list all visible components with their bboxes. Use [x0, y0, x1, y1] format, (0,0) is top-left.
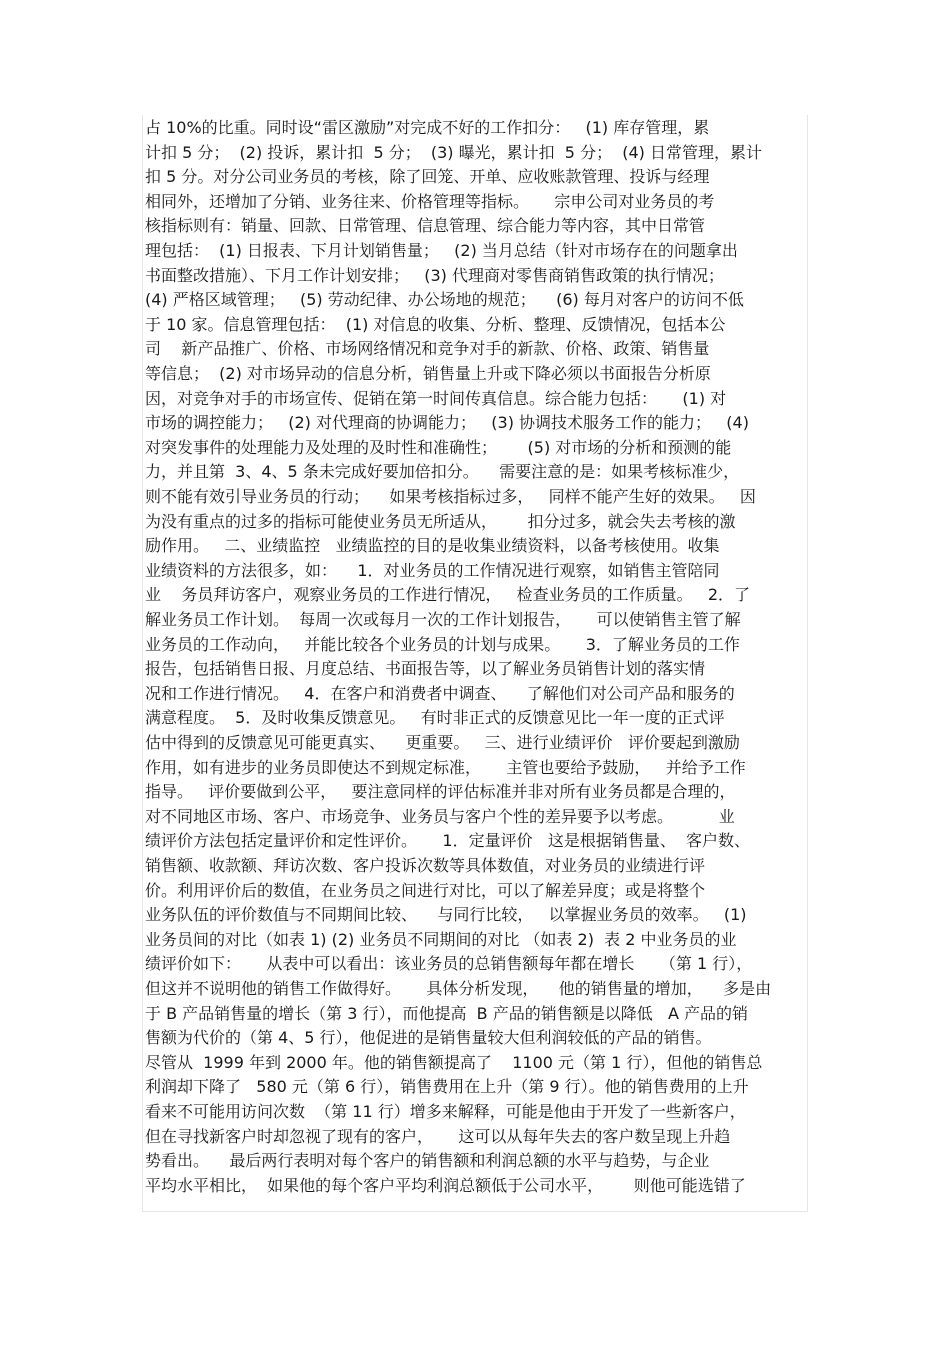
text-line: 但这并不说明他的销售工作做得好。 具体分析发现， 他的销售量的增加， 多是由 — [145, 979, 772, 998]
text-line: 司 新产品推广、价格、市场网络情况和竞争对手的新款、价格、政策、销售量 — [145, 339, 710, 359]
text-line: 对突发事件的处理能力及处理的及时性和准确性； (5) 对市场的分析和预测的能 — [145, 437, 732, 457]
text-line: 占 10%的比重。同时设“雷区激励”对完成不好的工作扣分： (1) 库存管理，累 — [145, 118, 710, 137]
text-line: 势看出。 最后两行表明对每个客户的销售额和利润总额的水平与趋势，与企业 — [145, 1151, 710, 1171]
text-line: 理包括： (1) 日报表、下月计划销售量； (2) 当月总结（针对市场存在的问题拿出 — [145, 241, 738, 260]
text-line: 估中得到的反馈意见可能更真实、 更重要。 三、进行业绩评价 评价要起到激励 — [145, 733, 740, 752]
text-line: 解业务员工作计划。 每周一次或每月一次的工作计划报告， 可以使销售主管了解 — [145, 610, 741, 629]
text-line: 况和工作进行情况。 4．在客户和消费者中调查、 了解他们对公司产品和服务的 — [145, 683, 735, 703]
text-line: 平均水平相比， 如果他的每个客户平均利润总额低于公司水平， 则他可能选错了 — [145, 1175, 746, 1195]
text-line: (4) 严格区域管理； (5) 劳动纪律、办公场地的规范； (6) 每月对客户的访问不低 — [145, 290, 744, 310]
text-line: 于 10 家。信息管理包括： (1) 对信息的收集、分析、整理、反馈情况，包括本公 — [145, 314, 726, 334]
text-line: 利润却下降了 580 元（第 6 行），销售费用在上升（第 9 行）。他的销售费用的上升 — [145, 1077, 749, 1097]
text-line: 作用，如有进步的业务员即使达不到规定标准， 主管也要给予鼓励， 并给予工作 — [145, 757, 746, 777]
text-line: 价。利用评价后的数值，在业务员之间进行对比，可以了解差异度；或是将整个 — [145, 880, 706, 900]
text-line: 尽管从 1999 年到 2000 年。他的销售额提高了 1100 元（第 1 行），但他的销售总 — [145, 1052, 763, 1072]
text-line: 指导。 评价要做到公平， 要注意同样的评估标准并非对所有业务员都是合理的， — [145, 782, 736, 802]
text-line: 励作用。 二、业绩监控 业绩监控的目的是收集业绩资料，以备考核使用。收集 — [145, 536, 720, 556]
text-line: 则不能有效引导业务员的行动； 如果考核指标过多， 同样不能产生好的效果。 因 — [145, 487, 756, 506]
text-line: 计扣 5 分； (2) 投诉，累计扣 5 分； (3) 曝光，累计扣 5 分； (4) 日常管理，累计 — [145, 142, 762, 162]
text-line: 市场的调控能力； (2) 对代理商的协调能力； (3) 协调技术服务工作的能力； (4) — [145, 413, 749, 433]
text-line: 满意程度。 5．及时收集反馈意见。 有时非正式的反馈意见比一年一度的正式评 — [145, 708, 725, 728]
body-text-block — [142, 115, 808, 1212]
text-line: 报告，包括销售日报、月度总结、书面报告等，以了解业务员销售计划的落实情 — [145, 659, 706, 679]
text-line: 相同外，还增加了分销、业务往来、价格管理等指标。 宗申公司对业务员的考 — [145, 191, 715, 211]
text-line: 力，并且第 3、4、5 条未完成好要加倍扣分。 需要注意的是：如果考核标准少， — [145, 462, 740, 482]
text-line: 于 B 产品销售量的增长（第 3 行），而他提高 B 产品的销售额是以降低 A 产品的销 — [145, 1003, 749, 1023]
text-line: 绩评价方法包括定量评价和定性评价。 1．定量评价 这是根据销售量、 客户数、 — [145, 831, 751, 851]
text-line: 扣 5 分。对分公司业务员的考核，除了回笼、开单、应收账款管理、投诉与经理 — [145, 167, 710, 187]
text-line: 看来不可能用访问次数 （第 11 行）增多来解释，可能是他由于开发了一些新客户， — [145, 1102, 746, 1121]
text-line: 为没有重点的过多的指标可能使业务员无所适从， 扣分过多，就会失去考核的激 — [145, 511, 736, 531]
text-line: 核指标则有：销量、回款、日常管理、信息管理、综合能力等内容，其中日常管 — [145, 216, 706, 236]
text-line: 业务员间的对比（如表 1) (2) 业务员不同期间的对比 （如表 2) 表 2 中业务员的业 — [145, 929, 737, 949]
text-line: 售额为代价的（第 4、5 行），他促进的是销售量较大但利润较低的产品的销售。 — [145, 1028, 712, 1048]
text-line: 等信息； (2) 对市场异动的信息分析，销售量上升或下降必须以书面报告分析原 — [145, 364, 711, 383]
text-line: 绩评价如下： 从表中可以看出：该业务员的总销售额每年都在增长 （第 1 行）， — [145, 954, 753, 974]
text-line: 业务员的工作动向， 并能比较各个业务员的计划与成果。 3．了解业务员的工作 — [145, 634, 740, 654]
text-line: 但在寻找新客户时却忽视了现有的客户， 这可以从每年失去的客户数呈现上升趋 — [145, 1126, 731, 1146]
text-line: 业绩资料的方法很多，如： 1．对业务员的工作情况进行观察，如销售主管陪同 — [145, 560, 720, 580]
text-line: 因，对竞争对手的市场宣传、促销在第一时间传真信息。综合能力包括： (1) 对 — [145, 388, 727, 408]
text-line: 对不同地区市场、客户、市场竞争、业务员与客户个性的差异要予以考虑。 业 — [145, 806, 735, 826]
text-line: 销售额、收款额、拜访次数、客户投诉次数等具体数值，对业务员的业绩进行评 — [145, 856, 706, 875]
text-line: 业务队伍的评价数值与不同期间比较、 与同行比较， 以掌握业务员的效率。 (1) — [145, 905, 747, 925]
text-line: 书面整改措施）、下月工作计划安排； (3) 代理商对零售商销售政策的执行情况； — [145, 265, 725, 285]
text-line: 业 务员拜访客户，观察业务员的工作进行情况， 检查业务员的工作质量。 2．了 — [145, 585, 751, 605]
